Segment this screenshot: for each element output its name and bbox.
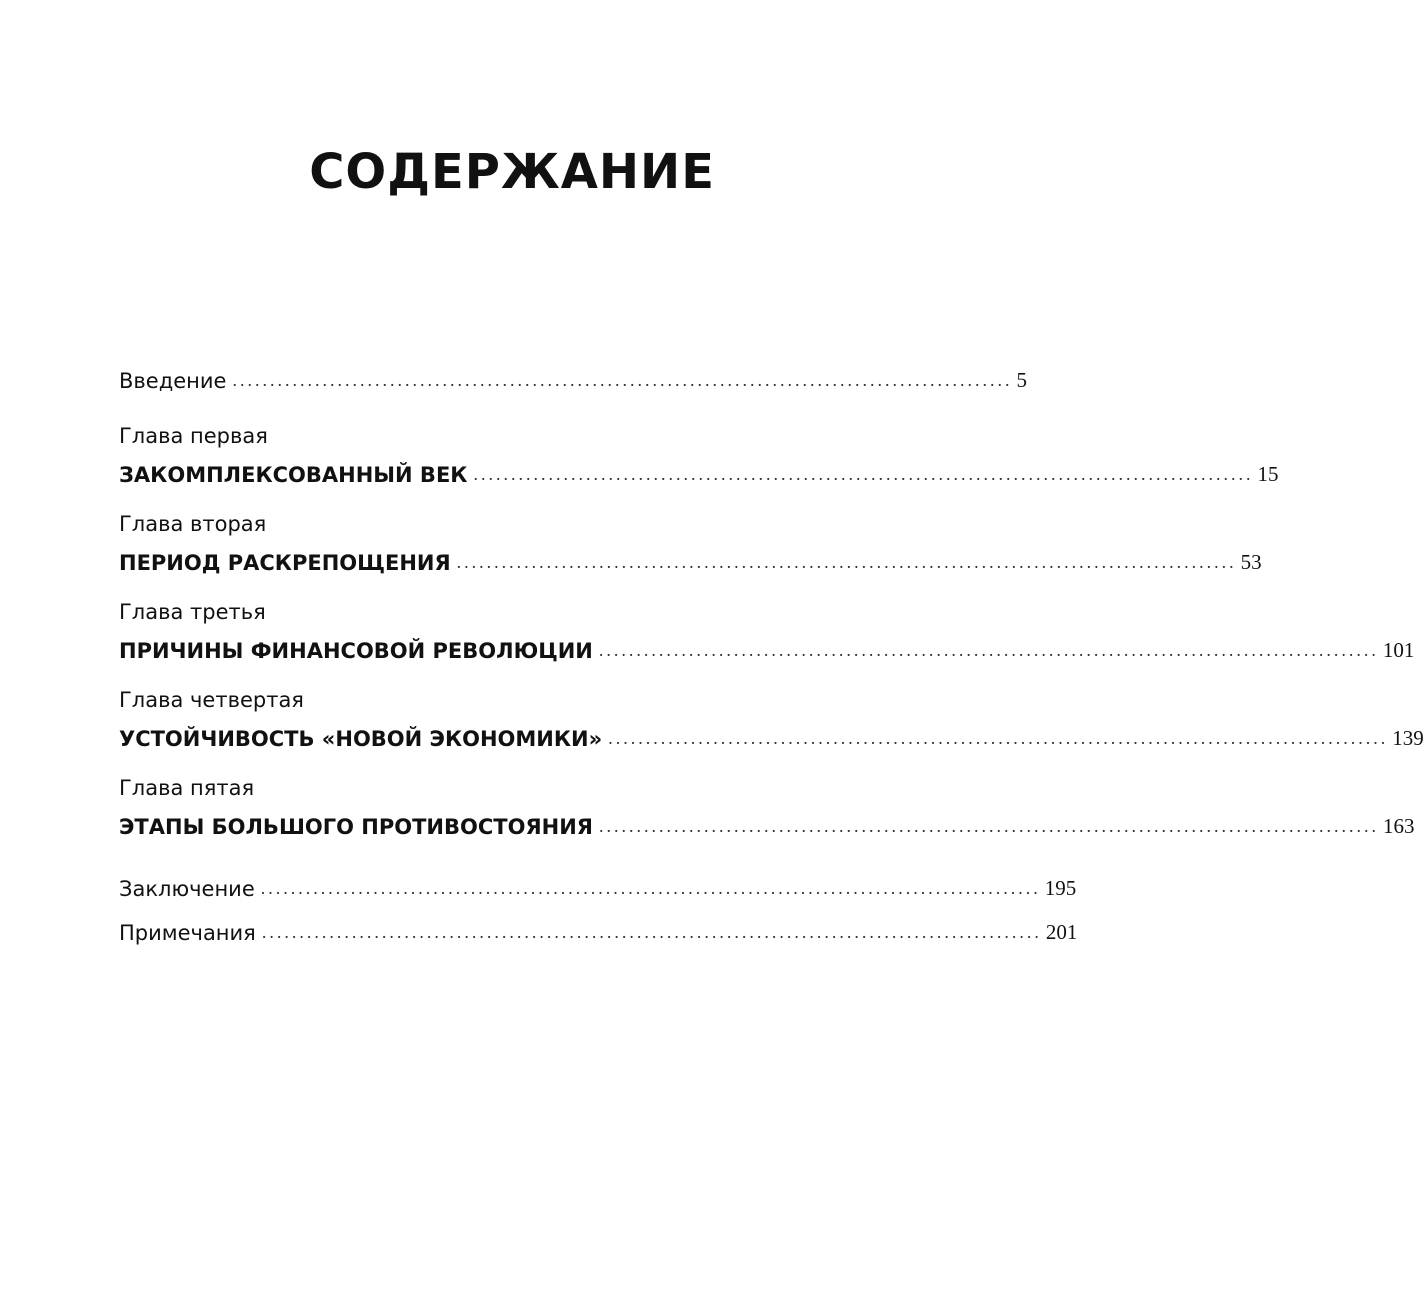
toc-entry-chapter-3[interactable] — [119, 625, 1415, 663]
page-number: 195 — [1044, 876, 1077, 900]
page-title: СОДЕРЖАНИЕ — [309, 144, 715, 200]
toc-entry-chapter-1[interactable] — [119, 449, 1279, 487]
toc-entry-intro[interactable] — [119, 355, 1027, 393]
chapter-label: Глава пятая — [119, 776, 255, 800]
dot-leader: ........................................................................................................ — [456, 552, 1237, 572]
table-of-contents — [119, 355, 1424, 945]
toc-entry-chapter-4[interactable] — [119, 713, 1424, 751]
dot-leader: ........................................................................................................ — [473, 464, 1254, 484]
toc-entry-chapter-2[interactable] — [119, 537, 1262, 575]
dot-leader: ........................................................................................................ — [232, 370, 1013, 390]
entry-title: Введение — [119, 369, 227, 393]
chapter-title: ПРИЧИНЫ ФИНАНСОВОЙ РЕВОЛЮЦИИ — [119, 639, 593, 663]
chapter-title: ЗАКОМПЛЕКСОВАННЫЙ ВЕК — [119, 463, 468, 487]
chapter-title: УСТОЙЧИВОСТЬ «НОВОЙ ЭКОНОМИКИ» — [119, 727, 603, 751]
dot-leader: ........................................................................................................ — [608, 728, 1389, 748]
chapter-label: Глава первая — [119, 424, 268, 448]
page-number: 101 — [1382, 638, 1415, 662]
toc-entry-conclusion[interactable] — [119, 863, 1077, 901]
dot-leader: ........................................................................................................ — [598, 816, 1379, 836]
page-number: 201 — [1045, 920, 1078, 944]
page-number: 163 — [1382, 814, 1415, 838]
chapter-label: Глава третья — [119, 600, 266, 624]
page-number: 15 — [1257, 462, 1279, 486]
entry-title: Заключение — [119, 877, 255, 901]
chapter-label: Глава вторая — [119, 512, 267, 536]
dot-leader: ........................................................................................................ — [261, 922, 1042, 942]
page-number: 5 — [1016, 368, 1027, 392]
chapter-title: ЭТАПЫ БОЛЬШОГО ПРОТИВОСТОЯНИЯ — [119, 815, 593, 839]
toc-entry-notes[interactable] — [119, 907, 1078, 945]
page-number: 53 — [1240, 550, 1262, 574]
dot-leader: ........................................................................................................ — [598, 640, 1379, 660]
page-number: 139 — [1392, 726, 1424, 750]
toc-entry-chapter-5[interactable] — [119, 801, 1415, 839]
chapter-label: Глава четвертая — [119, 688, 304, 712]
chapter-title: ПЕРИОД РАСКРЕПОЩЕНИЯ — [119, 551, 451, 575]
dot-leader: ........................................................................................................ — [260, 878, 1041, 898]
entry-title: Примечания — [119, 921, 256, 945]
